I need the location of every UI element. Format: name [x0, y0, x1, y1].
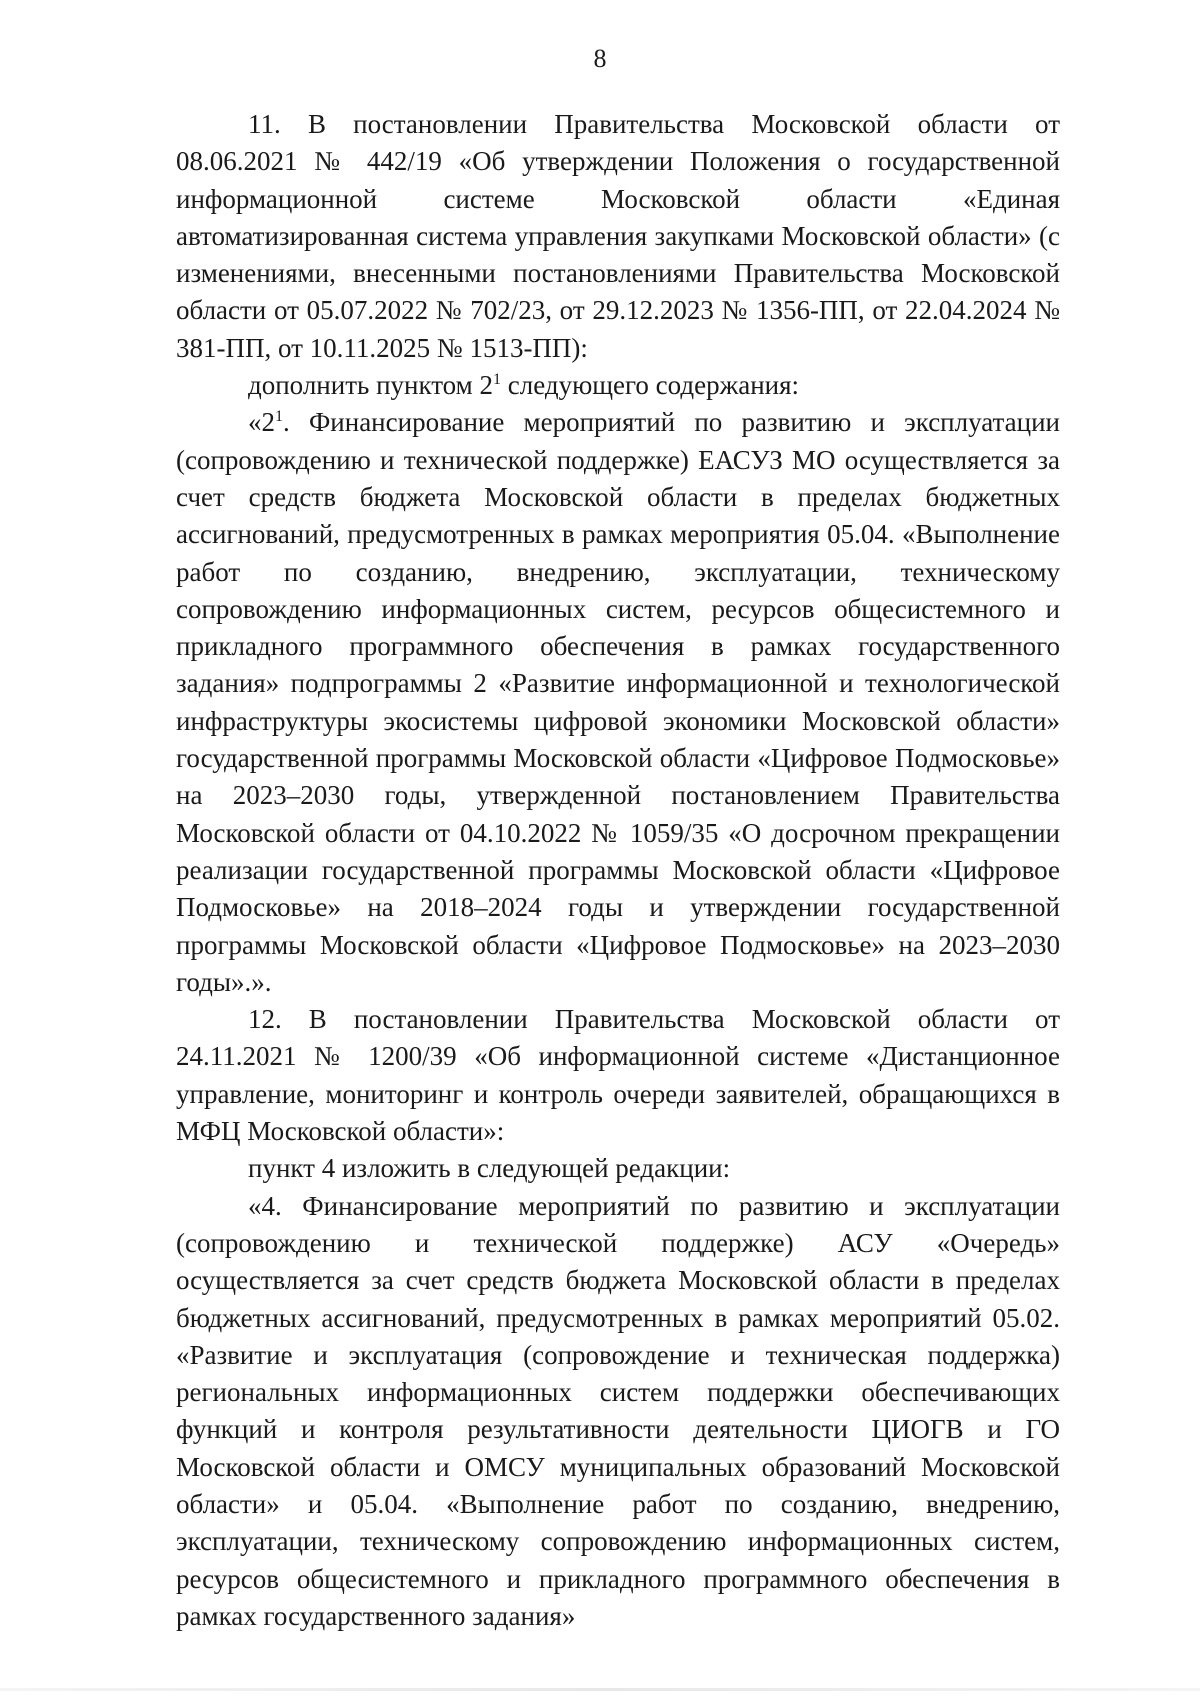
- paragraph-12-quote: «4. Финансирование мероприятий по развитию и эксплуатации (сопровождению и технической поддержке) АСУ «Очередь» осуществляется за счет средств бюджета Московской области в пределах бюджетных ассигнований, предусмотренных в рамках мероприятий 05.02. «Развитие и эксплуатация (сопровождение и техническая поддержка) региональных информационных систем поддержки обеспечивающих функций и контроля результативности деятельности ЦИОГВ и ГО Московской области и ОМСУ муниципальных образований Московской области» и 05.04. «Выполнение работ по созданию, внедрению, эксплуатации, техническому сопровождению информационных систем, ресурсов общесистемного и прикладного программного обеспечения в рамках государственного задания»: [176, 1190, 1060, 1631]
- paragraph-12-instruction: пункт 4 изложить в следующей редакции:: [248, 1153, 731, 1184]
- paragraph-11-quote: [176, 404, 1060, 1001]
- page-number: 8: [593, 44, 607, 73]
- quote-text: . Финансирование мероприятий по развитию и эксплуатации (сопровождению и технической поддержке) ЕАСУЗ МО осуществляется за счет средств бюджета Московской области в пределах бюджетных ассигнований, предусмотренных в рамках мероприятия 05.04. «Выполнение работ по созданию, внедрению, эксплуатации, техническому сопровождению информационных систем, ресурсов общесистемного и прикладного программного обеспечения в рамках государственного задания» подпрограммы 2 «Развитие информационной и технологической инфраструктуры экосистемы цифровой экономики Московской области» государственной программы Московской области «Цифровое Подмосковье» на 2023–2030 годы, утвержденной постановлением Правительства Московской области от 04.10.2022 № 1059/35 «О досрочном прекращении реализации государственной программы Московской области «Цифровое Подмосковье» на 2018–2024 годы и утверждении государственной программы Московской области «Цифровое Подмосковье» на 2023–2030 годы».».: [176, 407, 1060, 997]
- instruction-text: следующего содержания:: [501, 370, 800, 401]
- paragraph-11-instruction: [176, 367, 1060, 404]
- scan-edge-artifact: [0, 1688, 1200, 1691]
- instruction-text: дополнить пунктом 2: [248, 370, 493, 401]
- paragraph-11-intro: 11. В постановлении Правительства Московской области от 08.06.2021 № 442/19 «Об утверждении Положения о государственной информационной системе Московской области «Единая автоматизированная система управления закупками Московской области» (с изменениями, внесенными постановлениями Правительства Московской области от 05.07.2022 № 702/23, от 29.12.2023 № 1356-ПП, от 22.04.2024 № 381-ПП, от 10.11.2025 № 1513-ПП):: [176, 109, 1060, 363]
- superscript: 1: [275, 408, 283, 426]
- quote-text: «2: [248, 407, 275, 438]
- paragraph-12-intro: 12. В постановлении Правительства Московской области от 24.11.2021 № 1200/39 «Об информационной системе «Дистанционное управление, мониторинг и контроль очереди заявителей, обращающихся в МФЦ Московской области»:: [176, 1004, 1060, 1147]
- superscript: 1: [493, 371, 501, 389]
- document-body: [176, 106, 1060, 1635]
